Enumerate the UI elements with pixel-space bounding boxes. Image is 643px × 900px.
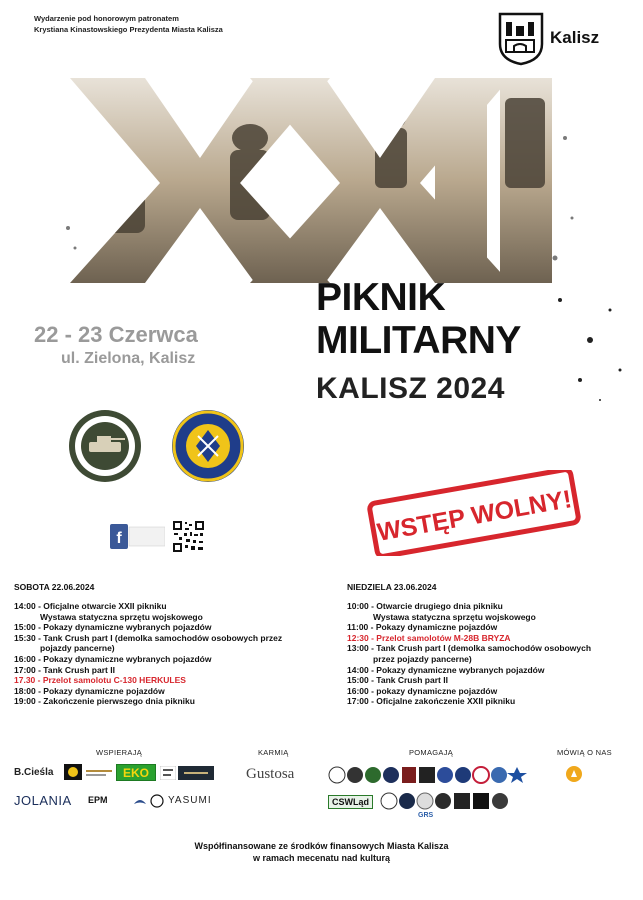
schedule-item: 12:30 - Przelot samolotów M-28B BRYZA [347, 632, 511, 643]
free-entry-text: WSTĘP WOLNY! [375, 485, 574, 547]
sponsor-logo-eko: EKO [116, 764, 156, 781]
supporters-label: WSPIERAJĄ [96, 748, 143, 757]
museum-badge-icon [67, 406, 143, 486]
facebook-icon [110, 524, 165, 549]
ink-splatter-icon [540, 280, 640, 410]
schedule-item: 19:00 - Zakończenie pierwszego dnia pikniku [14, 696, 195, 707]
schedule-item: 16:00 - Pokazy dynamiczne wybranych pojazdów [14, 653, 212, 664]
schedule-item: Wystawa statyczna sprzętu wojskowego [373, 611, 536, 622]
funding-line-1: Współfinansowane ze środków finansowych Miasta Kalisza [194, 841, 449, 851]
sponsor-logo-epm: EPM [88, 795, 108, 805]
sponsor-logo-circle-icon [150, 794, 164, 808]
event-place: ul. Zielona, Kalisz [61, 350, 196, 367]
sponsor-logo-podtoqi-icon [84, 763, 114, 781]
schedule-item: 17:00 - Oficjalne zakończenie XXII pikniku [347, 696, 516, 707]
patronage-line-1: Wydarzenie pod honorowym patronatem [34, 14, 179, 23]
helper-logo-cswlad: CSWLąd [328, 795, 373, 809]
schedule-item: 15:00 - Pokazy dynamiczne wybranych pojazdów [14, 622, 212, 633]
title-line-3: KALISZ 2024 [316, 372, 505, 405]
sponsor-logo-dark-icon [178, 766, 214, 780]
schedule-item: 15:30 - Tank Crush part I (demolka samochodów osobowych przez [14, 632, 283, 643]
funding-note [0, 840, 643, 864]
kalisz-logo-text: Kalisz [550, 28, 600, 47]
title-line-1: PIKNIK [316, 276, 446, 319]
sponsor-logo-jolania: JOLANIA [14, 793, 72, 808]
helpers-logos-row-1-icon [328, 765, 534, 785]
schedule-item: 14:00 - Oficjalne otwarcie XXII pikniku [14, 601, 167, 611]
saturday-schedule [14, 601, 334, 707]
xxii-soldiers-banner [60, 78, 580, 283]
event-dates: 22 - 23 Czerwca [34, 322, 198, 347]
schedule-item: pojazdy pancerne) [40, 643, 115, 654]
helper-logo-grs: GRS [418, 812, 434, 819]
title-line-2: MILITARNY [316, 319, 521, 362]
schedule-item: 11:00 - Pokazy dynamiczne pojazdów [347, 622, 498, 633]
schedule-item: przez pojazdy pancerne) [373, 653, 472, 664]
patronage-note [34, 13, 223, 35]
schedule-item: 17.30 - Przelot samolotu C-130 HERKULES [14, 675, 186, 686]
media-label: MÓWIĄ O NAS [557, 748, 612, 757]
schedule-item: 10:00 - Otwarcie drugiego dnia pikniku [347, 601, 503, 611]
svg-text:f: f [116, 530, 122, 547]
sponsor-logo-bird-icon [132, 794, 148, 808]
free-entry-stamp [358, 470, 590, 556]
schedule-item: Wystawa statyczna sprzętu wojskowego [40, 611, 203, 622]
schedule-item: 18:00 - Pokazy dynamiczne pojazdów [14, 685, 165, 696]
schedule-item: 14:00 - Pokazy dynamiczne wybranych pojazdów [347, 664, 545, 675]
helpers-label: POMAGAJĄ [409, 748, 454, 757]
sunday-heading: NIEDZIELA 23.06.2024 [347, 582, 437, 592]
qr-code-icon[interactable] [172, 520, 205, 553]
sponsor-logo-yasumi: YASUMI [168, 795, 212, 806]
sponsor-logo-ciesla: B.Cieśla [14, 767, 54, 778]
schedule-item: 15:00 - Tank Crush part II [347, 675, 448, 686]
helpers-logos-row-2-icon [380, 792, 530, 810]
sponsor-logo-gustosa: Gustosa [246, 766, 295, 782]
facebook-follow-link[interactable] [110, 524, 165, 549]
sunday-schedule [347, 601, 643, 707]
food-partners-label: KARMIĄ [258, 748, 289, 757]
media-logo-icon [565, 765, 583, 783]
sponsor-logo-square-icon [64, 764, 82, 780]
schedule-item: 13:00 - Tank Crush part I (demolka samochodów osobowych [347, 643, 592, 654]
saturday-heading: SOBOTA 22.06.2024 [14, 582, 95, 592]
patronage-line-2: Krystiana Kinastowskiego Prezydenta Miasta Kalisza [34, 25, 223, 34]
bellona-badge-icon [170, 406, 246, 486]
funding-line-2: w ramach mecenatu nad kulturą [252, 853, 391, 863]
schedule-item: 17:00 - Tank Crush part II [14, 664, 115, 675]
sponsor-logo-small-icon [160, 766, 176, 780]
schedule-item: 16:00 - pokazy dynamiczne pojazdów [347, 685, 498, 696]
